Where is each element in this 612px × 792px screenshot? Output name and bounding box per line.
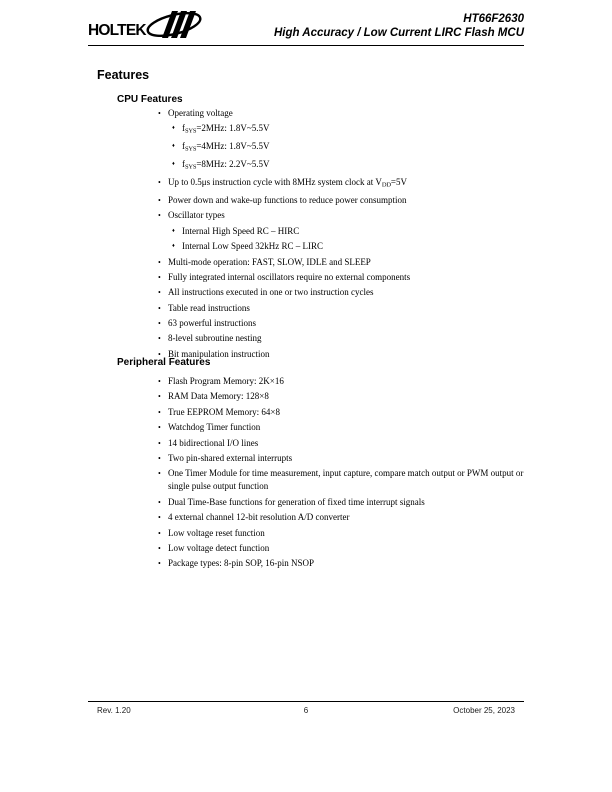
feature-item [158,527,524,540]
bullet-icon: • [158,513,161,523]
feature-item [158,107,524,120]
bullet-icon: • [158,288,161,298]
bullet-icon: • [158,211,161,221]
diamond-bullet-icon: ♦ [172,243,175,250]
feature-item [158,302,524,315]
page-title: Features [97,68,150,82]
bullet-icon: • [158,377,161,386]
bullet-icon: • [158,178,161,188]
feature-sub-item [172,240,524,253]
feature-item [158,452,524,465]
feature-text: Operating voltage [168,108,233,118]
bullet-icon: • [158,469,161,479]
bullet-icon: • [158,272,161,282]
feature-item [158,209,524,222]
header-divider [88,45,524,46]
feature-text: Up to 0.5μs instruction cycle with 8MHz system clock at $V_{DD}=5V$ [168,177,407,189]
feature-sub-item [172,225,524,238]
cpu-features-list [158,107,524,363]
feature-item [158,496,524,509]
feature-text: True EEPROM Memory: 64×8 [168,406,280,417]
feature-sub-item [172,122,524,138]
feature-text: Internal High Speed RC – HIRC [182,225,300,236]
feature-item [158,437,524,450]
diamond-bullet-icon: ♦ [172,125,175,132]
feature-item [158,467,524,493]
feature-text: Fully integrated internal oscillators require no external components [168,271,411,282]
footer-revision: Rev. 1.20 [97,706,131,715]
header-titles [274,10,524,40]
feature-text: $f_{SYS}=2MHz$: 1.8V~5.5V [182,123,270,135]
bullet-icon: • [158,453,161,463]
footer-page-number: 6 [303,706,309,715]
feature-item [158,176,524,192]
feature-text: Power down and wake-up functions to reduce power consumption [168,194,407,205]
feature-text: 8-level subroutine nesting [168,333,262,344]
bullet-icon: • [158,392,161,402]
bullet-icon: • [158,109,161,118]
feature-text: $f_{SYS}=4MHz$: 1.8V~5.5V [182,141,270,153]
feature-text: Package types: 8-pin SOP, 16-pin NSOP [168,558,314,569]
bullet-icon: • [158,303,161,313]
holtek-logo-graphic [88,10,206,42]
bullet-icon: • [158,195,161,205]
feature-text: RAM Data Memory: 128×8 [168,391,269,402]
logo-wordmark: HOLTEK [88,22,146,39]
product-subtitle: High Accuracy / Low Current LIRC Flash MCU [273,27,524,39]
feature-text: Two pin-shared external interrupts [168,452,293,463]
bullet-icon: • [158,349,161,359]
diamond-bullet-icon: ♦ [172,227,175,234]
bullet-icon: • [158,407,161,417]
feature-text: 63 powerful instructions [168,318,256,329]
feature-text: 14 bidirectional I/O lines [168,437,259,448]
feature-text: Table read instructions [168,302,250,313]
feature-text: Watchdog Timer function [168,422,261,433]
feature-text: Dual Time-Base functions for generation of fixed time interrupt signals [168,496,425,507]
feature-sub-item [172,140,524,156]
footer-date: October 25, 2023 [453,706,515,715]
feature-item [158,194,524,207]
feature-item [158,348,524,361]
feature-text: Internal Low Speed 32kHz RC – LIRC [182,241,323,252]
feature-text: Bit manipulation instruction [168,348,270,359]
bullet-icon: • [158,543,161,553]
feature-item [158,271,524,284]
feature-text: Low voltage reset function [168,527,265,538]
feature-item [158,256,524,269]
feature-text: One Timer Module for time measurement, input capture, compare match output or PWM output or single pulse output function [168,468,524,492]
feature-item [158,390,524,403]
bullet-icon: • [158,497,161,507]
page-footer [88,706,524,715]
peripheral-features-list [158,375,524,573]
section-title-peripheral-features: Peripheral Features [117,357,211,368]
footer-divider [88,701,524,702]
feature-item [158,557,524,570]
feature-text: Flash Program Memory: 2K×16 [168,376,284,386]
bullet-icon: • [158,423,161,433]
feature-text: Oscillator types [168,210,225,221]
feature-item [158,511,524,524]
feature-text: Low voltage detect function [168,542,270,553]
page-header [88,10,524,42]
holtek-logo [88,10,206,42]
bullet-icon: • [158,559,161,569]
feature-item [158,375,524,388]
diamond-bullet-icon: ♦ [172,143,175,150]
feature-item [158,317,524,330]
feature-item [158,332,524,345]
bullet-icon: • [158,438,161,448]
section-title-cpu-features: CPU Features [117,94,183,105]
feature-text: All instructions executed in one or two instruction cycles [168,287,374,298]
feature-item [158,421,524,434]
bullet-icon: • [158,319,161,329]
feature-text: Multi-mode operation: FAST, SLOW, IDLE and SLEEP [168,256,371,267]
product-number: HT66F2630 [463,13,524,25]
bullet-icon: • [158,334,161,344]
feature-item [158,286,524,299]
feature-text: $f_{SYS}=8MHz$: 2.2V~5.5V [182,159,270,171]
feature-text: 4 external channel 12-bit resolution A/D converter [168,512,350,523]
bullet-icon: • [158,528,161,538]
feature-item [158,542,524,555]
feature-item [158,406,524,419]
bullet-icon: • [158,257,161,267]
feature-sub-item [172,158,524,174]
diamond-bullet-icon: ♦ [172,161,175,168]
